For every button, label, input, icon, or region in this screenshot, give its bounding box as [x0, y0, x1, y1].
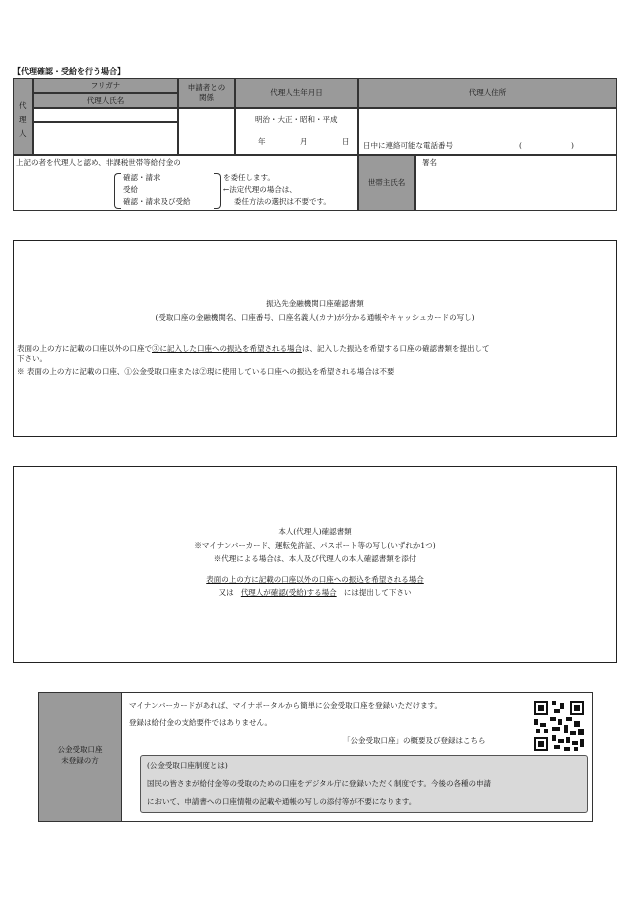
householder-header: 世帯主氏名: [358, 155, 415, 211]
id-line-1: ※マイナンバーカード、運転免許証、パスポート等の写し(いずれか1つ): [194, 541, 436, 550]
option-confirm-request-receive[interactable]: 確認・請求及び受給: [123, 197, 191, 206]
id-document-box: [13, 466, 617, 663]
agent-name-input[interactable]: [33, 122, 178, 155]
furigana-header: フリガナ: [33, 78, 178, 93]
left-bracket: [114, 173, 121, 209]
bank-body-line2: 下さい。: [17, 354, 47, 363]
name-header: 代理人氏名: [33, 93, 178, 108]
option-receive[interactable]: 受給: [123, 185, 138, 194]
delegate-text: を委任します。: [223, 173, 275, 182]
note-line-2: 委任方法の選択は不要です。: [234, 197, 331, 206]
phone-label: 日中に連絡可能な電話番号: [363, 141, 453, 150]
phone-paren-close: ): [571, 141, 574, 150]
bank-body-post: は、記入した振込を希望する口座の確認書類を提出して: [302, 344, 490, 353]
id-or-label: 又は: [218, 588, 234, 597]
bank-body: [17, 344, 490, 354]
delegation-intro: 上記の者を代理人と認め、非課税世帯等給付金の: [16, 158, 181, 167]
birthdate-input[interactable]: [235, 108, 358, 155]
registration-link[interactable]: 「公金受取口座」の概要及び登録はこちら: [343, 736, 486, 745]
side-char-1: 代: [19, 101, 27, 110]
side-char-2: 理: [19, 115, 27, 124]
id-line-2: ※代理による場合は、本人及び代理人の本人確認書類を添付: [213, 554, 417, 563]
bank-body-pre: 表面の上の方に記載の口座以外の口座で: [17, 344, 152, 353]
bank-document-box: [13, 240, 617, 437]
qr-code-icon[interactable]: [532, 699, 586, 753]
agent-table: [13, 78, 617, 211]
registration-label-1: 公金受取口座: [57, 745, 103, 754]
id-underlined-2: 代理人が確認(受給)する場合: [240, 588, 337, 597]
registration-line-1: マイナンバーカードがあれば、マイナポータルから簡単に公金受取口座を登録いただけます。: [129, 701, 443, 710]
registration-side-label: [39, 693, 122, 821]
agent-section-heading: 【代理確認・受給を行う場合】: [13, 66, 125, 76]
note-line-1: ←法定代理の場合は、: [223, 185, 297, 194]
inner-line-2: において、申請書への口座情報の記載や通帳の写しの添付等が不要になります。: [147, 797, 417, 806]
relation-header: [178, 78, 235, 108]
side-char-3: 人: [19, 129, 27, 138]
birthdate-header: 代理人生年月日: [235, 78, 358, 108]
delegation-cell: [13, 155, 358, 211]
agent-side-label: [13, 78, 33, 155]
id-submit-text: には提出して下さい: [343, 588, 412, 597]
inner-title: (公金受取口座制度とは): [147, 761, 228, 770]
era-options[interactable]: 明治・大正・昭和・平成: [255, 115, 338, 124]
id-underlined-1: 表面の上の方に記載の口座以外の口座への振込を希望される場合: [206, 575, 424, 584]
registration-line-2: 登録は給付金の支給要件ではありません。: [129, 718, 272, 727]
id-title: 本人(代理人)確認書類: [278, 527, 352, 536]
signature-label: 署名: [422, 158, 437, 167]
relation-input[interactable]: [178, 108, 235, 155]
id-line-4: [14, 588, 616, 598]
address-header: 代理人住所: [358, 78, 617, 108]
phone-paren-open: (: [519, 141, 522, 150]
relation-label-1: 申請者との: [187, 82, 226, 92]
option-confirm-request[interactable]: 確認・請求: [123, 173, 161, 182]
day-label: 日: [342, 137, 350, 146]
bank-title: 振込先金融機関口座確認書類: [266, 299, 364, 308]
bank-note: ※ 表面の上の方に記載の口座、①公金受取口座または②現に使用している口座への振込を希望される場合は不要: [17, 367, 395, 376]
right-bracket: [214, 173, 221, 209]
bank-body-underlined: ③に記入した口座への振込を希望される場合: [152, 344, 302, 353]
bank-subtitle: (受取口座の金融機関名、口座番号、口座名義人(カナ)が分かる通帳やキャッシュカードの写し): [155, 313, 475, 322]
year-label: 年: [258, 137, 266, 146]
relation-label-2: 関係: [199, 93, 214, 102]
inner-line-1: 国民の皆さまが給付金等の受取のための口座をデジタル庁に登録いただく制度です。今後の各種の申請: [147, 779, 491, 788]
month-label: 月: [300, 137, 308, 146]
furigana-input[interactable]: [33, 108, 178, 122]
registration-inner-box: [140, 755, 588, 813]
address-input[interactable]: [358, 108, 617, 155]
registration-label-2: 未登録の方: [61, 756, 99, 765]
householder-signature-input[interactable]: [415, 155, 617, 211]
registration-box: [38, 692, 593, 822]
